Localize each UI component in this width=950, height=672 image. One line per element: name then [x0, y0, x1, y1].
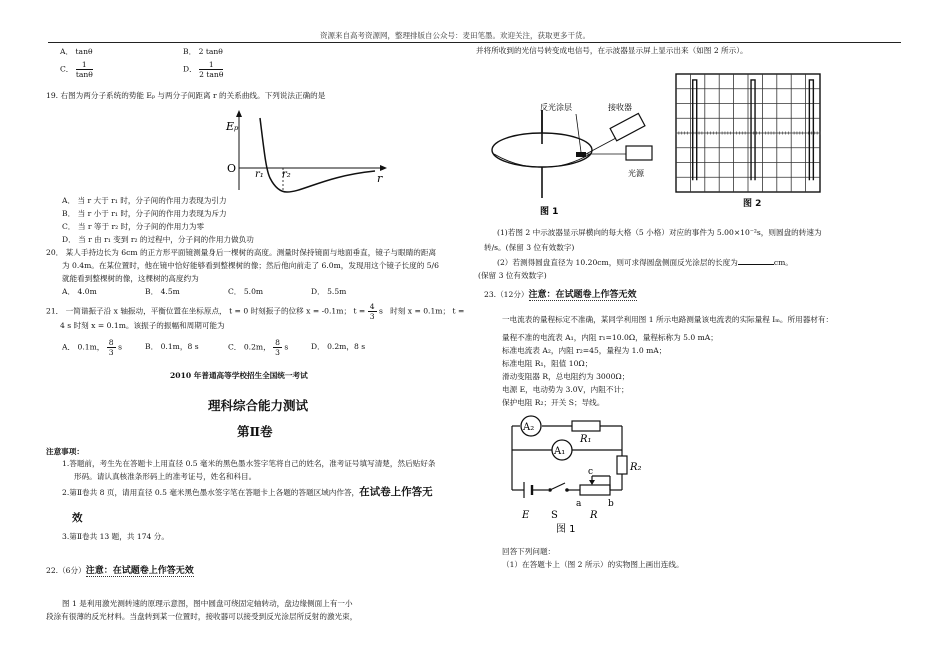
q23-circuit-diagram — [500, 410, 660, 535]
notice-title: 注意事项： — [46, 447, 84, 456]
fig1-caption: 图 1 — [540, 207, 559, 217]
q19-curve — [260, 118, 375, 192]
receiver-label: 接收器 — [608, 103, 632, 112]
header-banner: 资源来自高考资源网，整理排版自公众号：麦田笔墨。欢迎关注，获取更多干货。 — [320, 31, 590, 40]
q20-line3: 就能看到整棵树的像，这棵树的高度约为 — [62, 274, 199, 283]
switch-lever — [550, 483, 565, 490]
q20-option-c: C． 5.0m — [228, 287, 264, 296]
q22-head: 22.（6分） — [46, 566, 86, 575]
q21-option-c-fraction — [273, 338, 282, 357]
q23-item-1: 量程不准的电流表 A₁，内阻 r₁=10.0Ω，量程标称为 5.0 mA； — [502, 333, 718, 342]
ammeter-a1-label: A₁ — [554, 446, 566, 457]
q18-option-d-num: 1 — [199, 60, 223, 70]
resistor-r1 — [572, 421, 600, 431]
q22-figure-2-oscilloscope — [674, 72, 824, 196]
q21-line1f: t = — [452, 306, 465, 316]
q21-line1e: 时刻 x = 0.1m； — [390, 306, 451, 316]
q21-option-c-pre: C． 0.2m， — [228, 342, 271, 352]
q22-sub2-blank — [738, 264, 774, 265]
q22-sub2-line — [497, 257, 793, 268]
q18-option-a: A． tanθ — [60, 47, 93, 56]
exam-year-title: 2010 年普通高等学校招生全国统一考试 — [170, 371, 308, 380]
q21-line1c: t = — [353, 306, 366, 316]
q21-option-a-den: 3 — [108, 348, 114, 357]
notice-3: 3.第Ⅱ卷共 13 题，共 174 分。 — [62, 532, 169, 541]
q21-line1d: s — [379, 306, 383, 316]
q19-y-arrow — [236, 110, 242, 117]
light-source-box — [626, 146, 652, 160]
q21-option-a — [62, 338, 122, 357]
q22-sub1-line2: 转/s。(保留 3 位有效数字) — [484, 243, 575, 252]
coating-label: 反光涂层 — [540, 103, 572, 112]
notice-2a: 2.第Ⅱ卷共 8 页，请用直径 0.5 毫米黑色墨水签字笔在答题卡上各题的答题区域内作答， — [62, 488, 360, 497]
rheostat-c-label: c — [588, 467, 594, 477]
header-rule — [48, 42, 901, 43]
q21-option-c-num: 8 — [275, 338, 280, 347]
q19-option-d: D． 当 r 由 r₁ 变到 r₂ 的过程中，分子间的作用力做负功 — [62, 235, 254, 244]
resistor-r1-label: R₁ — [580, 434, 592, 445]
q19-r1-label: r₁ — [255, 169, 264, 180]
switch-label: S — [551, 510, 558, 521]
rheostat-label: R — [590, 510, 598, 521]
q20-option-a: A． 4.0m — [62, 287, 97, 296]
q18-option-c-label: C． — [60, 64, 74, 74]
q18-option-c-num: 1 — [76, 60, 93, 70]
q23-warning: 注意：在试题卷上作答无效 — [528, 290, 637, 300]
rheostat-r — [580, 485, 610, 495]
q19-option-c: C． 当 r 等于 r₂ 时，分子间的作用力为零 — [62, 222, 205, 231]
q22-sub2-text: (2）若测得圆盘直径为 10.20cm，则可求得圆盘侧面反光涂层的长度为 — [497, 258, 738, 267]
q21-frac-num: 4 — [369, 302, 375, 311]
q23-item-3: 标准电阻 R₁，阻值 10Ω； — [502, 359, 593, 368]
q21-option-a-pre: A． 0.1m， — [62, 342, 105, 352]
q18-option-c — [60, 60, 93, 79]
q23-item-6: 保护电阻 R₂；开关 S；导线。 — [502, 398, 605, 407]
q23-item-4: 滑动变阻器 R，总电阻约为 3000Ω； — [502, 372, 630, 381]
exam-volume-title: 第Ⅱ卷 — [237, 424, 273, 439]
q21-option-d: D． 0.2m，8 s — [311, 342, 366, 351]
q19-potential-graph — [225, 110, 395, 200]
q20-option-d: D． 5.5m — [311, 287, 347, 296]
q20-line2: 为 0.4m。在某位置时，他在镜中恰好能够看到整棵树的像；然后他向前走了 6.0m，发现用这个镜子长度的 5/6 — [62, 261, 439, 270]
notice-1a: 1.答题前，考生先在答题卡上用直径 0.5 毫米的黑色墨水签字笔将自己的姓名，准考证号填写清楚，然后贴好条 — [62, 459, 436, 468]
q18-option-d-fraction — [199, 60, 223, 79]
q23-answer-1: （1）在答题卡上（图 2 所示）的实物图上画出连线。 — [502, 560, 684, 569]
receiver — [610, 113, 645, 140]
q21-option-c-post: s — [284, 342, 289, 352]
q19-origin-label: O — [227, 162, 237, 175]
q19-stem: 19. 右图为两分子系统的势能 Eₚ 与两分子间距离 r 的关系曲线。下列说法正确的是 — [46, 91, 326, 100]
q21-option-a-fraction — [107, 338, 116, 357]
q22-para-3: 并将所收到的光信号转变成电信号，在示波器显示屏上显示出来（如图 2 所示）。 — [476, 46, 748, 55]
q18-option-d-label: D． — [183, 64, 197, 74]
notice-2b: 在试卷上作答无 — [359, 486, 433, 498]
q19-x-arrow — [380, 165, 387, 171]
q23-item-5: 电源 E，电动势为 3.0V，内阻不计； — [502, 385, 629, 394]
rheostat-slider-arrow — [589, 480, 595, 485]
q23-heading — [484, 289, 637, 301]
q21-option-c-den: 3 — [275, 348, 280, 357]
rheostat-b-label: b — [608, 499, 614, 509]
q21-frac-den: 3 — [369, 312, 375, 321]
q22-para-2: 段涂有很薄的反光材料。当盘转到某一位置时，接收器可以接受到反光涂层所反射的激光束， — [46, 612, 358, 621]
q21-option-a-num: 8 — [108, 338, 114, 347]
reflective-coating — [576, 152, 586, 157]
q22-sub1-line1: (1)若图 2 中示波器显示屏横向的每大格（5 小格）对应的事件为 5.00×10⁻²s，则圆盘的转速为 — [497, 228, 822, 237]
q23-head: 23.（12分） — [484, 290, 529, 299]
q22-figure-1 — [488, 98, 668, 216]
q19-r2-label: r₂ — [282, 169, 291, 180]
q23-answer-head: 回答下列问题： — [502, 547, 556, 556]
q18-option-d — [183, 60, 223, 79]
q18-option-b: B． 2 tanθ — [183, 47, 223, 56]
q18-option-d-den: 2 tanθ — [199, 70, 224, 79]
q23-item-2: 标准电流表 A₂，内阻 r₂=45，量程为 1.0 mA； — [502, 346, 667, 355]
resistor-r2 — [617, 456, 627, 474]
q21-line2: 4 s 时刻 x = 0.1m。该振子的振幅和周期可能为 — [60, 321, 225, 330]
notice-2 — [62, 487, 433, 498]
q18-option-c-den: tanθ — [75, 70, 93, 79]
q21-line1 — [46, 302, 464, 321]
rheostat-a-label: a — [576, 499, 582, 509]
q22-sub2-unit: cm。 — [773, 258, 793, 267]
q21-option-c — [228, 338, 288, 357]
q19-option-a: A． 当 r 大于 r₁ 时，分子间的作用力表现为引力 — [62, 196, 227, 205]
q22-warning: 注意：在试题卷上作答无效 — [85, 566, 194, 576]
light-source-label: 光源 — [628, 169, 644, 178]
exam-subject-title: 理科综合能力测试 — [208, 398, 309, 413]
q20-option-b: B． 4.5m — [145, 287, 180, 296]
q21-line1b: t = 0 时刻振子的位移 x = -0.1m； — [229, 306, 352, 316]
battery-label: E — [522, 510, 530, 521]
q21-option-b: B． 0.1m，8 s — [145, 342, 199, 351]
notice-1b: 形码。请认真核准条形码上的准考证号，姓名和科目。 — [74, 472, 257, 481]
q22-sub2-note: (保留 3 位有效数字) — [478, 271, 547, 280]
q21-time-fraction — [368, 302, 377, 321]
q22-heading — [46, 565, 194, 577]
q19-option-b: B． 当 r 小于 r₁ 时，分子间的作用力表现为斥力 — [62, 209, 227, 218]
switch-contact-right — [565, 488, 569, 492]
fig2-caption: 图 2 — [743, 199, 762, 209]
q23-intro: 一电流表的量程标定不准确，某同学利用图 1 所示电路测量该电流表的实际量程 Iₘ。所用器材有： — [502, 315, 834, 324]
receiver-box — [610, 113, 645, 140]
resistor-r2-label: R₂ — [630, 462, 642, 473]
q21-option-a-post: s — [118, 342, 122, 352]
q22-para-1: 图 1 是利用激光测转速的原理示意图，图中圆盘可绕固定轴转动，盘边缘侧面上有一小 — [62, 599, 353, 608]
q20-line1: 20． 某人手持边长为 6cm 的正方形平面镜测量身后一棵树的高度。测量时保持镜面与地面垂直，镜子与眼睛的距离 — [46, 248, 437, 257]
circuit-caption: 图 1 — [556, 524, 576, 535]
q19-y-label: Eₚ — [226, 120, 239, 133]
q19-x-label: r — [377, 172, 383, 185]
ammeter-a2-label: A₂ — [523, 422, 535, 433]
notice-2c: 效 — [72, 512, 83, 524]
q18-option-c-fraction — [76, 60, 93, 79]
q21-line1a: 21． 一简谐振子沿 x 轴振动，平衡位置在坐标原点， — [46, 306, 227, 316]
